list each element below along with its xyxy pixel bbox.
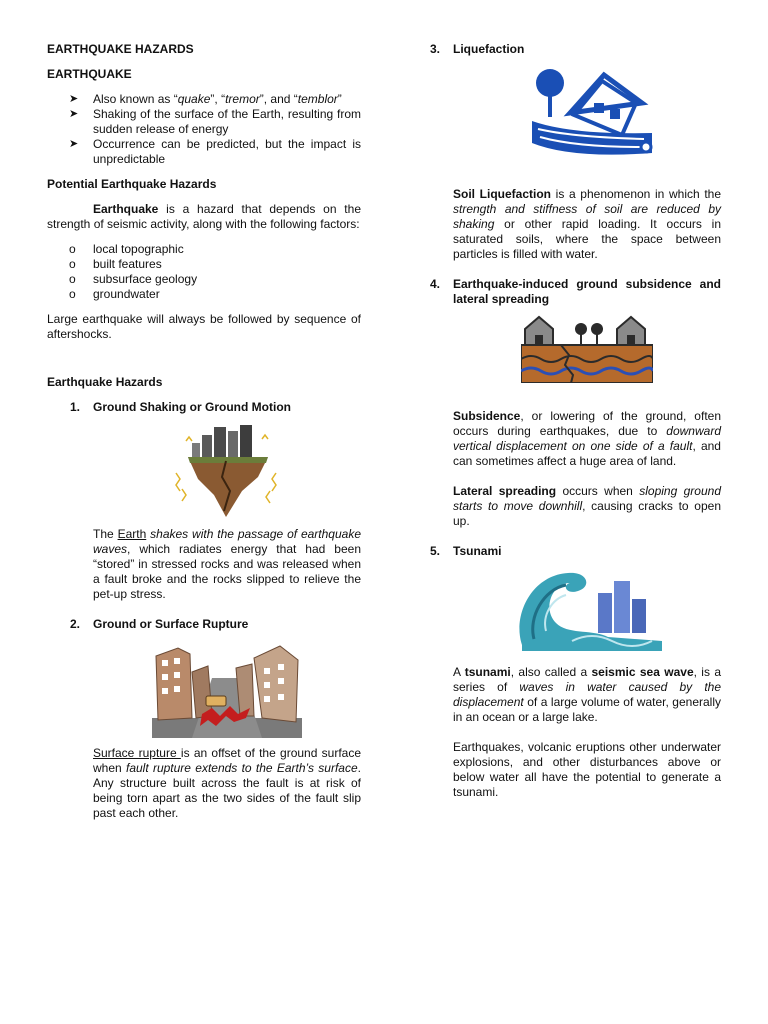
list-item: o local topographic [69, 242, 184, 256]
liquefaction-image [453, 63, 721, 159]
right-column [430, 42, 721, 800]
list-item: ➤ Also known as “quake”, “tremor”, and “temblor” [69, 92, 342, 106]
arrow-bullet-icon: ➤ [69, 108, 79, 120]
surface-rupture-image [47, 638, 361, 738]
liquefaction-paragraph: Soil Liquefaction is a phenomenon in which the strength and stiffness of soil are reduced by shaking or other rapid loading. It occurs in saturated soils, where the space between particles is filled with water. [453, 187, 722, 261]
earthquake-facts-list [47, 92, 361, 167]
ground-shaking-illustration [162, 421, 292, 521]
earthquake-hazards-heading: Earthquake Hazards [47, 375, 163, 389]
hazard-4-heading: 4. Earthquake-induced ground subsidence and lateral spreading [430, 277, 721, 306]
potential-hazards-paragraph: Earthquake is a hazard that depends on the strength of seismic activity, along with the following factors: [47, 202, 361, 231]
arrow-bullet-icon: ➤ [69, 138, 79, 150]
earthquake-subtitle: EARTHQUAKE [47, 67, 132, 81]
subsidence-illustration [521, 315, 653, 383]
aftershocks-paragraph: Large earthquake will always be followed by sequence of aftershocks. [47, 312, 361, 341]
hazard-3-heading: 3. Liquefaction [430, 42, 525, 56]
list-item: ➤ Occurrence can be predicted, but the impact is unpredictable [69, 137, 361, 166]
surface-rupture-illustration [152, 638, 302, 738]
factors-list [47, 242, 361, 302]
list-item: ➤ Shaking of the surface of the Earth, resulting from sudden release of energy [69, 107, 361, 136]
document-title: EARTHQUAKE HAZARDS [47, 42, 194, 56]
list-item: o subsurface geology [69, 272, 198, 286]
hazard-1-heading: 1. Ground Shaking or Ground Motion [70, 400, 291, 414]
tsunami-paragraph: A tsunami, also called a seismic sea wave, is a series of waves in water caused by the displacement of a large volume of water, generally in an ocean or a large lake. [453, 665, 722, 724]
ground-shaking-paragraph: The Earth shakes with the passage of earthquake waves, which radiates energy that had been “stored” in stressed rocks and was released when a fault broke and the rocks slipped to relieve the pet-up stress. [93, 527, 362, 601]
subsidence-paragraph: Subsidence, or lowering of the ground, often occurs during earthquakes, due to downward vertical displacement on one side of a fault, and can sometimes affect a huge area of land. [453, 409, 721, 468]
list-item: o groundwater [69, 287, 160, 301]
potential-hazards-heading: Potential Earthquake Hazards [47, 177, 217, 191]
lateral-spreading-paragraph: Lateral spreading occurs when sloping ground starts to move downhill, causing cracks to open up. [453, 484, 721, 528]
subsidence-image [453, 315, 721, 383]
hazard-2-heading: 2. Ground or Surface Rupture [70, 617, 249, 631]
left-column [47, 42, 361, 821]
arrow-bullet-icon: ➤ [69, 93, 79, 105]
liquefaction-illustration [512, 63, 662, 159]
tsunami-illustration [512, 565, 662, 651]
tsunami-causes-paragraph: Earthquakes, volcanic eruptions other underwater explosions, and other disturbances above or below water all have the potential to generate a tsunami. [453, 740, 721, 799]
list-item: o built features [69, 257, 162, 271]
surface-rupture-paragraph: Surface rupture is an offset of the ground surface when fault rupture extends to the Earth’s surface. Any structure built across the fault is at risk of being torn apart as the two sides of the fault slip past each other. [93, 746, 362, 820]
hazard-5-heading: 5. Tsunami [430, 544, 502, 558]
tsunami-image [453, 565, 721, 651]
ground-shaking-image [47, 421, 361, 521]
